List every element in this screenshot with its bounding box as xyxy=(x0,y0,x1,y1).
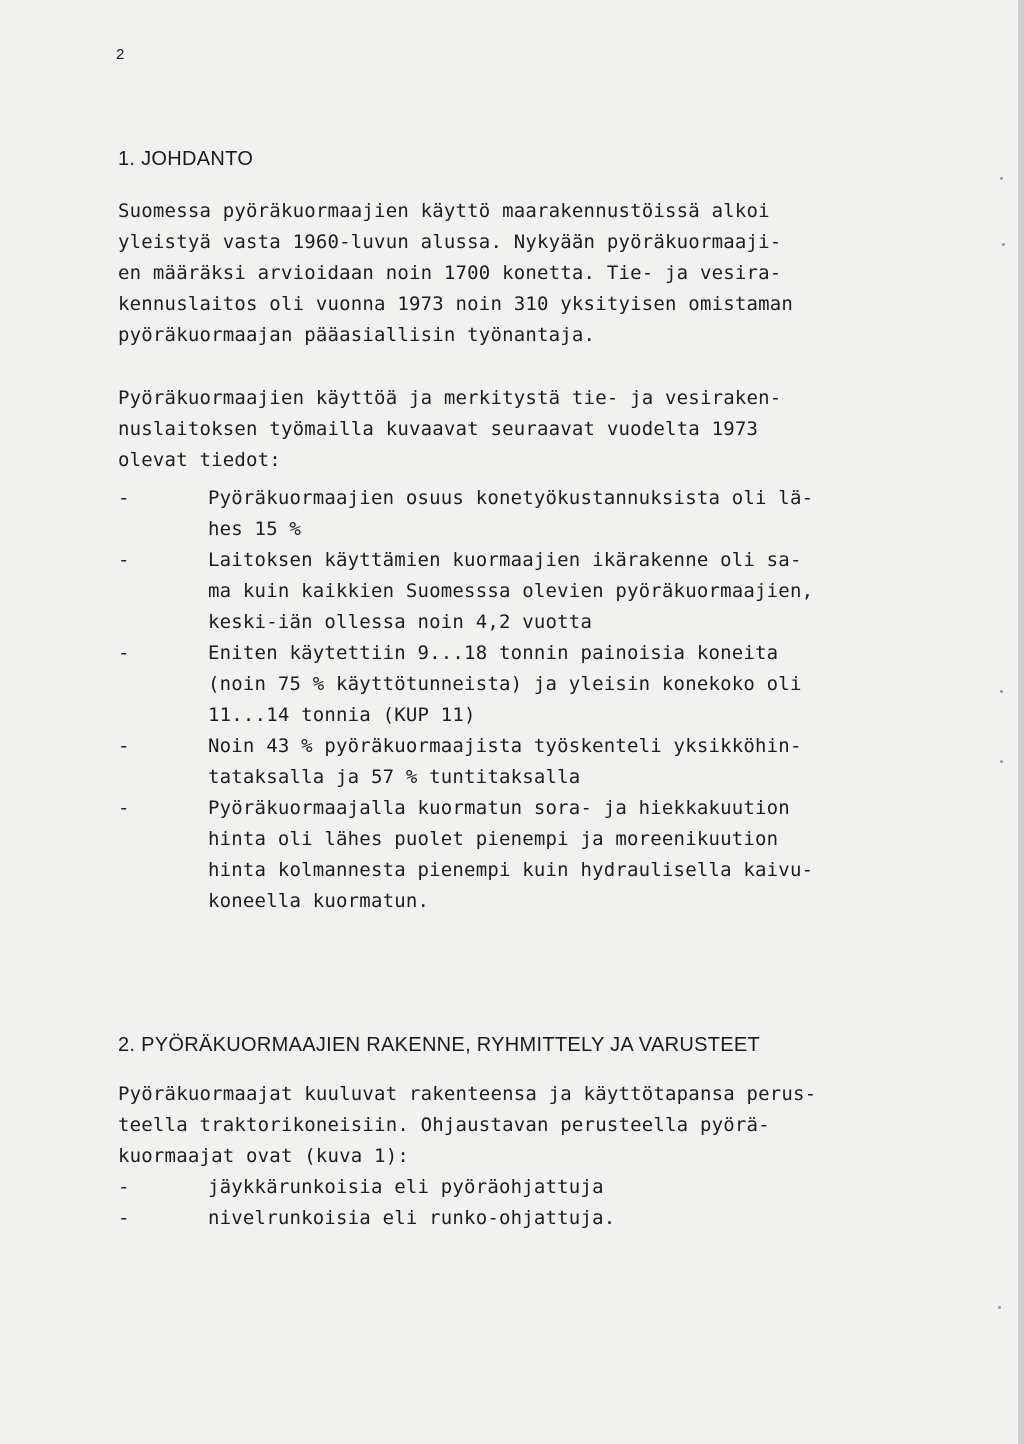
bullet-item xyxy=(118,1203,918,1234)
bullet-dash: - xyxy=(118,1207,130,1229)
section-1-paragraph-2 xyxy=(118,383,918,476)
section-2-heading: 2. PYÖRÄKUORMAAJIEN RAKENNE, RYHMITTELY JA VARUSTEET xyxy=(118,1034,761,1056)
text-line: kuormaajat ovat (kuva 1): xyxy=(118,1145,409,1167)
bullet-item xyxy=(118,731,918,793)
text-line: koneella kuormatun. xyxy=(208,890,430,912)
page-number: 2 xyxy=(116,46,125,63)
bullet-item xyxy=(118,483,918,545)
scan-speck xyxy=(1000,760,1003,763)
bullet-dash: - xyxy=(118,642,130,664)
text-line: Pyöräkuormaajat kuuluvat rakenteensa ja käyttötapansa perus- xyxy=(118,1083,817,1105)
text-line: nuslaitoksen työmailla kuvaavat seuraavat vuodelta 1973 xyxy=(118,418,759,440)
scan-speck xyxy=(1002,243,1005,246)
text-line: 11...14 tonnia (KUP 11) xyxy=(208,704,476,726)
text-line: Noin 43 % pyöräkuormaajista työskenteli yksikköhin- xyxy=(208,735,802,757)
section-2-paragraph xyxy=(118,1079,918,1172)
text-line: nivelrunkoisia eli runko-ohjattuja. xyxy=(208,1207,616,1229)
steering-type-list xyxy=(118,1172,918,1234)
section-1-paragraph-1 xyxy=(118,196,918,351)
bullet-item xyxy=(118,1172,918,1203)
bullet-dash: - xyxy=(118,549,130,571)
text-line: yleistyä vasta 1960-luvun alussa. Nykyään pyöräkuormaaji- xyxy=(118,231,782,253)
text-line: tataksalla ja 57 % tuntitaksalla xyxy=(208,766,581,788)
text-line: Pyöräkuormaajien osuus konetyökustannuksista oli lä- xyxy=(208,487,814,509)
bullet-item xyxy=(118,545,918,638)
section-1-heading: 1. JOHDANTO xyxy=(118,148,254,170)
bullet-dash: - xyxy=(118,487,130,509)
text-line: Eniten käytettiin 9...18 tonnin painoisia koneita xyxy=(208,642,779,664)
text-line: ma kuin kaikkien Suomesssa olevien pyöräkuormaajien, xyxy=(208,580,814,602)
text-line: teella traktorikoneisiin. Ohjaustavan perusteella pyörä- xyxy=(118,1114,770,1136)
bullet-item xyxy=(118,793,918,917)
text-line: Laitoksen käyttämien kuormaajien ikärakenne oli sa- xyxy=(208,549,802,571)
scan-speck xyxy=(998,1306,1001,1309)
scan-speck xyxy=(1000,177,1003,180)
bullet-dash: - xyxy=(118,735,130,757)
text-line: (noin 75 % käyttötunneista) ja yleisin konekoko oli xyxy=(208,673,802,695)
text-line: Suomessa pyöräkuormaajien käyttö maarakennustöissä alkoi xyxy=(118,200,770,222)
text-line: Pyöräkuormaajalla kuormatun sora- ja hiekkakuution xyxy=(208,797,790,819)
facts-bullet-list xyxy=(118,483,918,917)
text-line: Pyöräkuormaajien käyttöä ja merkitystä tie- ja vesiraken- xyxy=(118,387,782,409)
bullet-dash: - xyxy=(118,797,130,819)
scan-speck xyxy=(1000,690,1003,693)
bullet-dash: - xyxy=(118,1176,130,1198)
text-line: hinta oli lähes puolet pienempi ja moreenikuution xyxy=(208,828,779,850)
text-line: jäykkärunkoisia eli pyöräohjattuja xyxy=(208,1176,604,1198)
text-line: hinta kolmannesta pienempi kuin hydraulisella kaivu- xyxy=(208,859,814,881)
text-line: en määräksi arvioidaan noin 1700 konetta. Tie- ja vesira- xyxy=(118,262,782,284)
text-line: pyöräkuormaajan pääasiallisin työnantaja. xyxy=(118,324,596,346)
text-line: keski-iän ollessa noin 4,2 vuotta xyxy=(208,611,593,633)
text-line: hes 15 % xyxy=(208,518,302,540)
text-line: kennuslaitos oli vuonna 1973 noin 310 yksityisen omistaman xyxy=(118,293,794,315)
text-line: olevat tiedot: xyxy=(118,449,281,471)
bullet-item xyxy=(118,638,918,731)
